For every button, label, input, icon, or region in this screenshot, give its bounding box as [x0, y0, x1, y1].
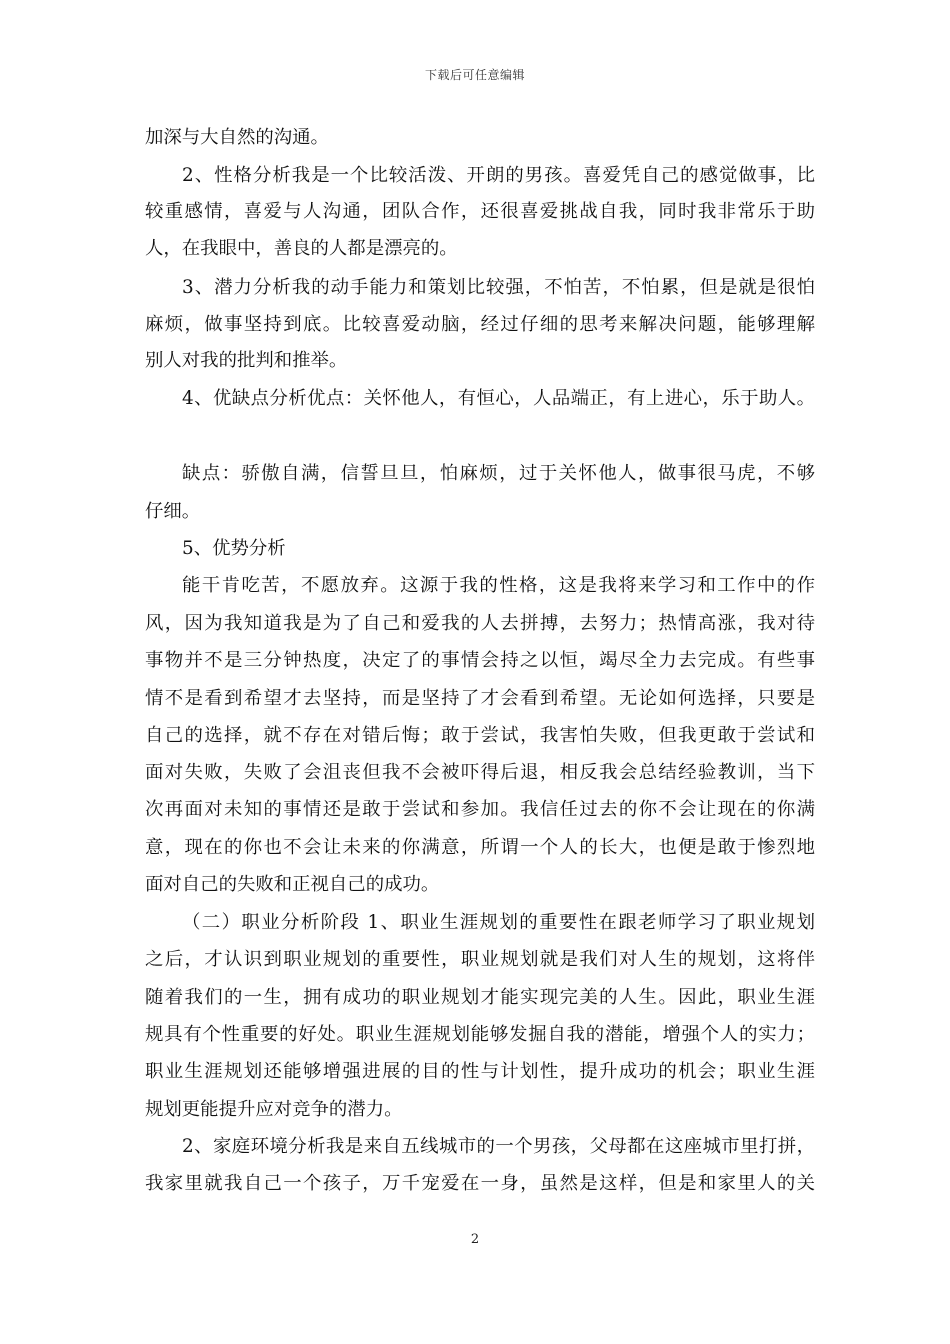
- text-line: 缺点：骄傲自满，信誓旦旦，怕麻烦，过于关怀他人，做事很马虎，不够: [182, 463, 815, 484]
- text-line: 情不是看到希望才去坚持，而是坚持了才会看到希望。无论如何选择，只要是: [145, 688, 815, 709]
- text-line: 仔细。: [145, 501, 201, 522]
- text-line: 风，因为我知道我是为了自己和爱我的人去拼搏，去努力；热情高涨，我对待: [145, 613, 815, 634]
- section-heading: 5、优势分析: [182, 538, 286, 559]
- text-line: 3、潜力分析我的动手能力和策划比较强，不怕苦，不怕累，但是就是很怕: [182, 277, 815, 298]
- text-line: 之后，才认识到职业规划的重要性，职业规划就是我们对人生的规划，这将伴: [145, 949, 815, 970]
- text-line: 随着我们的一生，拥有成功的职业规划才能实现完美的人生。因此，职业生涯: [145, 987, 815, 1008]
- text-line: 麻烦，做事坚持到底。比较喜爱动脑，经过仔细的思考来解决问题，能够理解: [145, 314, 815, 335]
- text-line: 规划更能提升应对竞争的潜力。: [145, 1099, 403, 1120]
- text-line: 自己的选择，就不存在对错后悔；敢于尝试，我害怕失败，但我更敢于尝试和: [145, 725, 815, 746]
- page-header: 下载后可任意编辑: [424, 68, 525, 82]
- text-line: 事物并不是三分钟热度，决定了的事情会持之以恒，竭尽全力去完成。有些事: [145, 650, 815, 671]
- text-line: 人，在我眼中，善良的人都是漂亮的。: [145, 238, 458, 259]
- text-line: 面对失败，失败了会沮丧但我不会被吓得后退，相反我会总结经验教训，当下: [145, 762, 815, 783]
- text-line: （二）职业分析阶段 1、职业生涯规划的重要性在跟老师学习了职业规划: [182, 912, 815, 933]
- text-line: 意，现在的你也不会让未来的你满意，所谓一个人的长大，也便是敢于惨烈地: [145, 837, 815, 858]
- text-line: 规具有个性重要的好处。职业生涯规划能够发掘自我的潜能，增强个人的实力；: [145, 1024, 815, 1045]
- page-number: 2: [470, 1232, 480, 1247]
- text-line: 较重感情，喜爱与人沟通，团队合作，还很喜爱挑战自我，同时我非常乐于助: [145, 201, 815, 222]
- text-line: 别人对我的批判和推举。: [145, 350, 348, 371]
- text-line: 职业生涯规划还能够增强进展的目的性与计划性，提升成功的机会；职业生涯: [145, 1061, 815, 1082]
- text-line: 加深与大自然的沟通。: [145, 127, 329, 148]
- text-line: 2、家庭环境分析我是来自五线城市的一个男孩，父母都在这座城市里打拼，: [182, 1136, 815, 1157]
- text-line: 能干肯吃苦，不愿放弃。这源于我的性格，这是我将来学习和工作中的作: [182, 575, 815, 596]
- text-line: 次再面对未知的事情还是敢于尝试和参加。我信任过去的你不会让现在的你满: [145, 799, 815, 820]
- text-line: 面对自己的失败和正视自己的成功。: [145, 874, 440, 895]
- text-line: 4、优缺点分析优点：关怀他人，有恒心，人品端正，有上进心，乐于助人。: [182, 388, 815, 409]
- text-line: 2、性格分析我是一个比较活泼、开朗的男孩。喜爱凭自己的感觉做事，比: [182, 165, 815, 186]
- text-line: 我家里就我自己一个孩子，万千宠爱在一身，虽然是这样，但是和家里人的关: [145, 1173, 815, 1194]
